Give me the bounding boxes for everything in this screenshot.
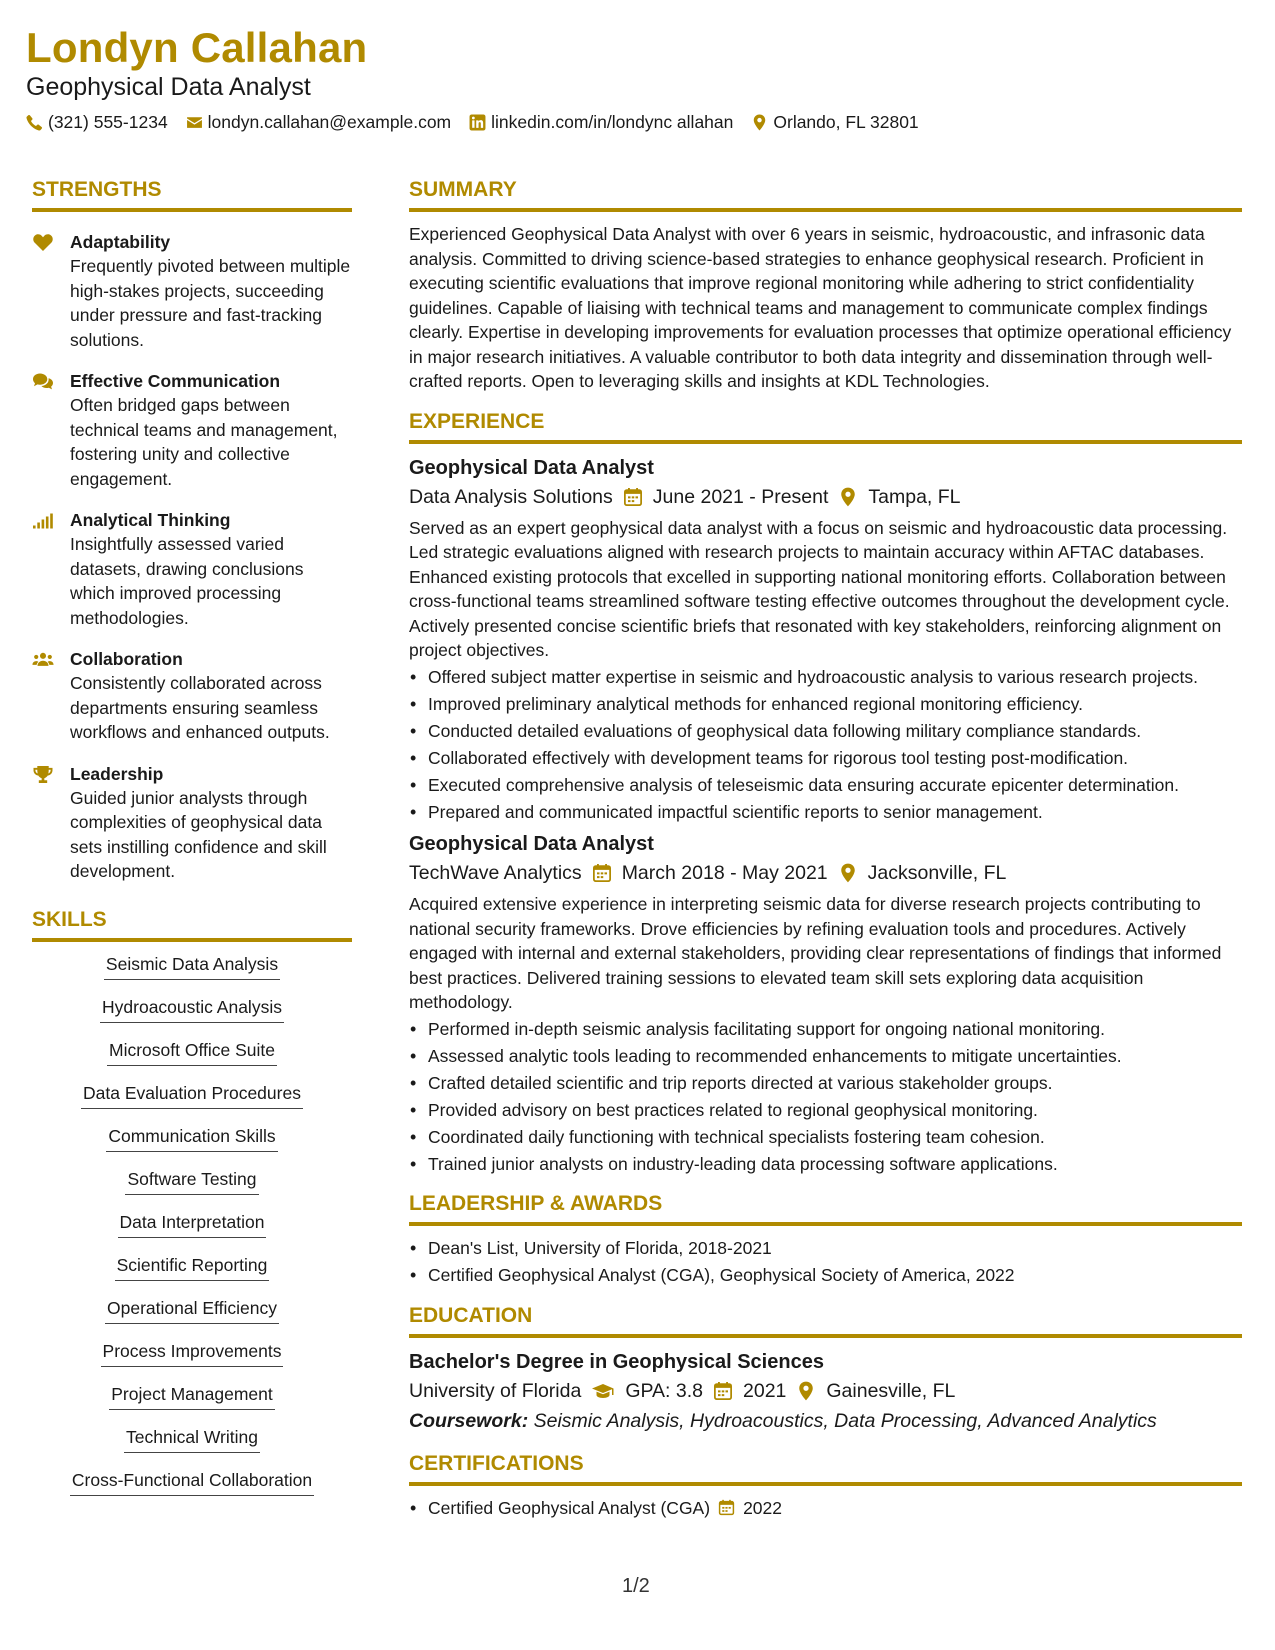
skill-item: Microsoft Office Suite — [107, 1038, 277, 1066]
coursework — [409, 1406, 1242, 1436]
skill-item: Data Evaluation Procedures — [81, 1081, 303, 1109]
job-bullet: • Crafted detailed scientific and trip reports directed at various stakeholder groups. — [409, 1071, 1242, 1096]
job-bullet: • Improved preliminary analytical methods for enhanced regional monitoring efficiency. — [409, 692, 1242, 717]
strength-item — [32, 369, 352, 491]
graduation-cap-icon — [591, 1381, 615, 1401]
job-description: Acquired extensive experience in interpreting seismic data for diverse research projects contributing to national security frameworks. Drove efficiencies by refining evaluation tools and procedures. Actively engaged with internal and external stakeholders, providing clear representations of findings that informed best practices. Delivered training sessions to elevated team skill sets exploring data acquisition methodology. — [409, 894, 1222, 1012]
degree-title: Bachelor's Degree in Geophysical Sciences — [409, 1350, 824, 1373]
skill-item: Hydroacoustic Analysis — [100, 995, 284, 1023]
comments-icon — [32, 372, 54, 391]
envelope-icon — [186, 114, 203, 131]
contact-bar — [26, 112, 919, 133]
skill-item: Seismic Data Analysis — [104, 952, 280, 980]
calendar-icon — [718, 1499, 735, 1516]
job-bullet: • Executed comprehensive analysis of teleseismic data ensuring accurate epicenter determination. — [409, 773, 1242, 798]
certifications-heading: CERTIFICATIONS — [409, 1450, 1242, 1486]
map-pin-icon — [838, 487, 858, 507]
school-name: University of Florida — [409, 1379, 582, 1402]
skill-item: Process Improvements — [101, 1339, 284, 1367]
right-column — [409, 176, 1242, 1523]
contact-location — [751, 112, 918, 133]
job-meta — [409, 482, 1242, 512]
strength-desc: Insightfully assessed varied datasets, drawing conclusions which improved processing methodologies. — [70, 534, 304, 628]
coursework-text: Seismic Analysis, Hydroacoustics, Data Processing, Advanced Analytics — [528, 1409, 1157, 1432]
strength-desc: Frequently pivoted between multiple high-stakes projects, succeeding under pressure and fast-tracking solutions. — [70, 256, 351, 350]
skill-item: Technical Writing — [124, 1425, 260, 1453]
candidate-title: Geophysical Data Analyst — [26, 73, 311, 101]
skills-list — [32, 952, 352, 1511]
skill-item: Software Testing — [125, 1167, 258, 1195]
linkedin-icon — [469, 114, 486, 131]
certification-item — [409, 1496, 1242, 1521]
gpa-text: GPA: 3.8 — [625, 1379, 703, 1402]
strength-title: Collaboration — [70, 649, 183, 669]
strength-item — [32, 647, 352, 745]
users-icon — [32, 650, 54, 669]
job-bullet: • Provided advisory on best practices related to regional geophysical monitoring. — [409, 1098, 1242, 1123]
strengths-heading: STRENGTHS — [32, 176, 352, 212]
job-bullet: • Prepared and communicated impactful scientific reports to senior management. — [409, 800, 1242, 825]
calendar-icon — [623, 487, 643, 507]
job-company: TechWave Analytics — [409, 862, 582, 884]
job-company: Data Analysis Solutions — [409, 485, 613, 508]
job-dates: March 2018 - May 2021 — [621, 862, 828, 884]
skill-item: Scientific Reporting — [115, 1253, 270, 1281]
school-location: Gainesville, FL — [826, 1379, 956, 1402]
certification-name: • Certified Geophysical Analyst (CGA) — [428, 1497, 711, 1518]
certification-year: 2022 — [743, 1497, 782, 1518]
strength-title: Analytical Thinking — [70, 510, 231, 530]
strength-title: Effective Communication — [70, 371, 281, 391]
job-title: Geophysical Data Analyst — [409, 456, 654, 479]
graduation-year: 2021 — [743, 1379, 787, 1402]
contact-email[interactable] — [186, 112, 451, 133]
strength-item — [32, 762, 352, 884]
job-bullet: • Collaborated effectively with development teams for rigorous tool testing post-modification. — [409, 746, 1242, 771]
calendar-icon — [713, 1381, 733, 1401]
strength-title: Leadership — [70, 763, 164, 784]
strength-item — [32, 508, 352, 630]
awards-list — [409, 1236, 1242, 1288]
job-dates: June 2021 - Present — [652, 485, 829, 508]
location-text: Orlando, FL 32801 — [773, 112, 919, 132]
job-location: Jacksonville, FL — [867, 862, 1007, 884]
coursework-label: Coursework: — [409, 1409, 529, 1432]
skill-item: Project Management — [109, 1382, 274, 1410]
phone-text: (321) 555-1234 — [48, 112, 168, 132]
job-entry — [409, 830, 1242, 1176]
skills-heading: SKILLS — [32, 906, 352, 942]
strength-desc: Often bridged gaps between technical teams and management, fostering unity and collective engagement. — [70, 395, 338, 489]
strength-desc: Guided junior analysts through complexities of geophysical data sets instilling confidence and skill development. — [70, 787, 327, 881]
skill-item: Operational Efficiency — [105, 1296, 279, 1324]
job-title: Geophysical Data Analyst — [409, 833, 654, 855]
awards-heading: LEADERSHIP & AWARDS — [409, 1190, 1242, 1226]
job-bullet: • Offered subject matter expertise in seismic and hydroacoustic analysis to various research projects. — [409, 665, 1242, 690]
candidate-name: Londyn Callahan — [26, 24, 368, 71]
skill-item: Data Interpretation — [118, 1210, 267, 1238]
summary-heading: SUMMARY — [409, 176, 1242, 212]
job-bullet: • Performed in-depth seismic analysis facilitating support for ongoing national monitoring. — [409, 1017, 1242, 1042]
job-meta — [409, 858, 1242, 888]
linkedin-text[interactable]: linkedin.com/in/londync allahan — [491, 112, 734, 132]
left-column — [32, 176, 352, 1511]
calendar-icon — [592, 863, 612, 883]
job-bullet: • Assessed analytic tools leading to recommended enhancements to mitigate uncertainties. — [409, 1044, 1242, 1069]
award-item: • Certified Geophysical Analyst (CGA), Geophysical Society of America, 2022 — [409, 1263, 1242, 1288]
summary-text: Experienced Geophysical Data Analyst with over 6 years in seismic, hydroacoustic, and infrasonic data analysis. Committed to driving science-based strategies to enhance geophysical research. Proficient in executing scientific evaluations that improve regional monitoring while adhering to strict confidentiality guidelines. Capable of liaising with technical teams and management to communicate complex findings clearly. Expertise in developing improvements for evaluation processes that optimize operational efficiency in major research initiatives. A valuable contributor to both data integrity and dissemination through well-crafted reports. Open to leveraging skills and insights at KDL Technologies. — [409, 224, 1232, 391]
phone-icon — [26, 114, 43, 131]
signal-bars-icon — [32, 511, 54, 530]
job-bullets — [409, 1017, 1242, 1177]
resume-header — [26, 22, 919, 133]
map-pin-icon — [796, 1381, 816, 1401]
map-pin-icon — [838, 863, 858, 883]
certifications-list — [409, 1496, 1242, 1521]
strength-desc: Consistently collaborated across departments ensuring seamless workflows and enhanced outputs. — [70, 673, 330, 742]
education-heading: EDUCATION — [409, 1302, 1242, 1338]
job-description: Served as an expert geophysical data analyst with a focus on seismic and hydroacoustic data processing. Led strategic evaluations aligned with research projects to maintain accuracy within AFTAC databases. Enhanced existing protocols that excelled in supporting national monitoring efforts. Collaboration between cross-functional teams streamlined software testing effective outcomes throughout the development cycle. Actively presented concise scientific briefs that resonated with key stakeholders, reinforcing alignment on project objectives. — [409, 517, 1230, 660]
contact-phone — [26, 112, 168, 133]
job-location: Tampa, FL — [868, 485, 961, 508]
experience-heading: EXPERIENCE — [409, 408, 1242, 444]
email-text[interactable]: londyn.callahan@example.com — [207, 112, 452, 132]
job-bullet: • Conducted detailed evaluations of geophysical data following military compliance standards. — [409, 719, 1242, 744]
heart-icon — [32, 233, 54, 252]
job-bullets — [409, 665, 1242, 825]
trophy-icon — [32, 765, 54, 784]
map-pin-icon — [751, 114, 768, 131]
skill-item: Cross-Functional Collaboration — [70, 1468, 314, 1496]
job-bullet: • Trained junior analysts on industry-leading data processing software applications. — [409, 1152, 1242, 1177]
strength-title: Adaptability — [70, 232, 171, 252]
contact-linkedin[interactable] — [469, 112, 733, 133]
award-item: • Dean's List, University of Florida, 2018-2021 — [409, 1236, 1242, 1261]
job-entry — [409, 454, 1242, 825]
education-meta — [409, 1376, 1242, 1406]
strength-item — [32, 230, 352, 352]
job-bullet: • Coordinated daily functioning with technical specialists fostering team cohesion. — [409, 1125, 1242, 1150]
page-number: 1/2 — [622, 1575, 650, 1597]
skill-item: Communication Skills — [106, 1124, 277, 1152]
